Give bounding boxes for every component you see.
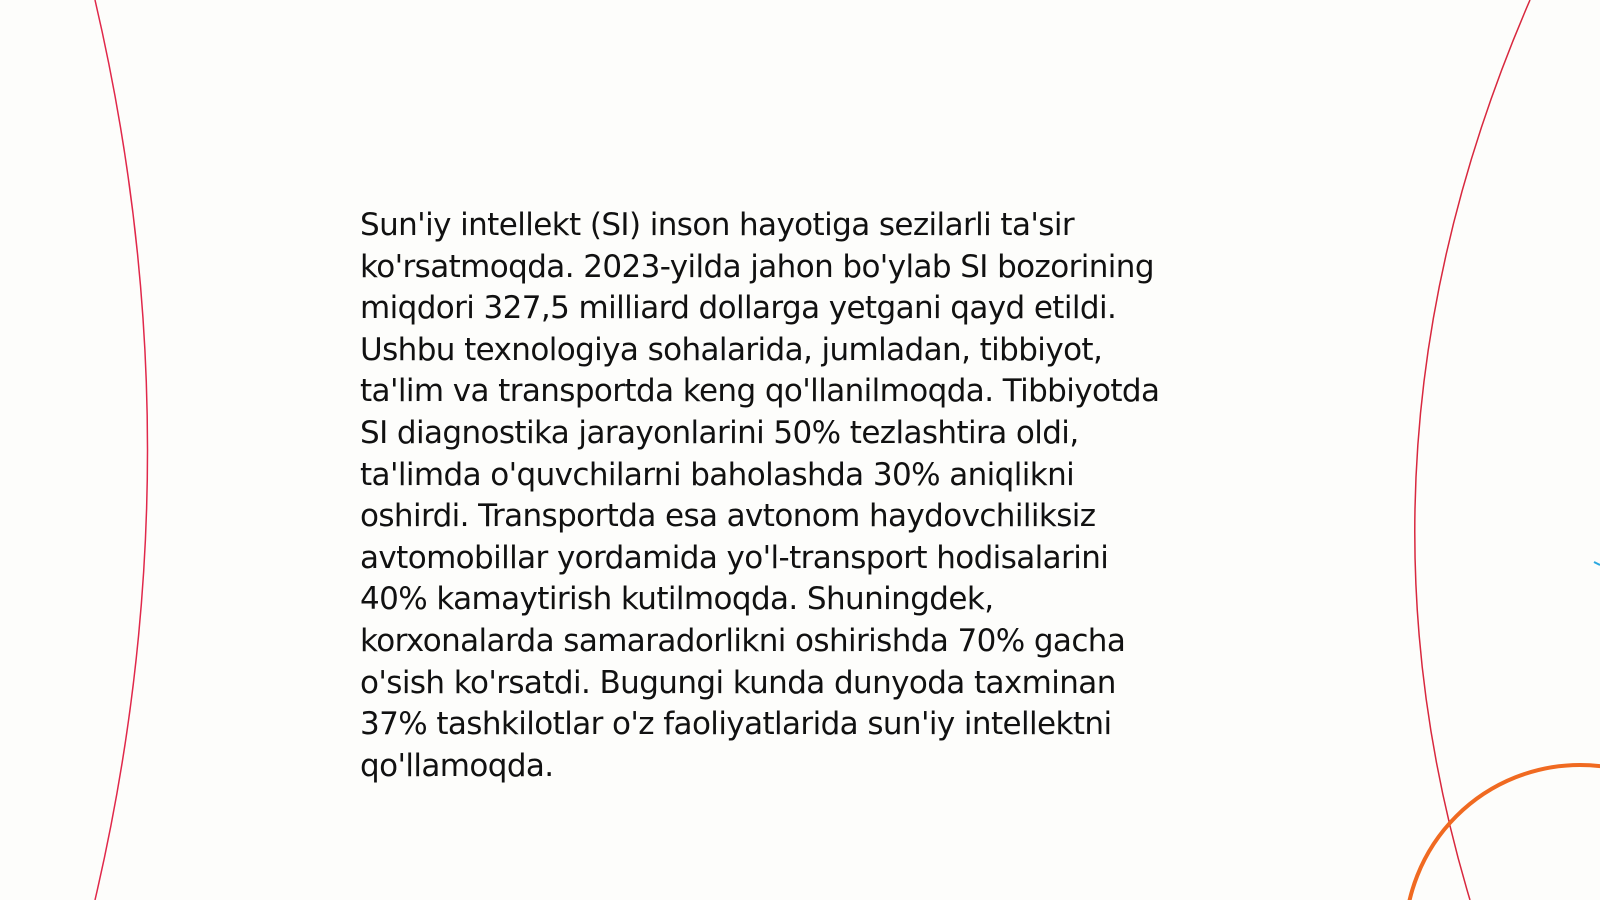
paragraph-line: Ushbu texnologiya sohalarida, jumladan, tibbiyot, xyxy=(360,331,1103,368)
paragraph-line: oshirdi. Transportda esa avtonom haydovchiliksiz xyxy=(360,498,1096,535)
paragraph-line: ta'limda o'quvchilarni baholashda 30% aniqlikni xyxy=(360,456,1075,493)
paragraph-line: Sun'iy intellekt (SI) inson hayotiga sezilarli ta'sir xyxy=(360,207,1074,243)
paragraph-line: korxonalarda samaradorlikni oshirishda 70% gacha xyxy=(360,622,1126,659)
paragraph-line: ta'lim va transportda keng qo'llanilmoqda. Tibbiyotda xyxy=(360,373,1160,410)
left-curve xyxy=(95,0,148,900)
body-paragraph xyxy=(360,205,1240,787)
paragraph-line: SI diagnostika jarayonlarini 50% tezlashtira oldi, xyxy=(360,414,1079,451)
right-curve xyxy=(1415,0,1530,900)
orange-circle-arc xyxy=(1405,765,1600,900)
paragraph-line: 40% kamaytirish kutilmoqda. Shuningdek, xyxy=(360,581,994,618)
paragraph-line: ko'rsatmoqda. 2023-yilda jahon bo'ylab SI bozorining xyxy=(360,248,1154,285)
paragraph-line: miqdori 327,5 milliard dollarga yetgani qayd etildi. xyxy=(360,290,1117,327)
paragraph-line: avtomobillar yordamida yo'l-transport hodisalarini xyxy=(360,539,1109,576)
blue-accent-mark xyxy=(1594,562,1600,565)
paragraph-line: o'sish ko'rsatdi. Bugungi kunda dunyoda taxminan xyxy=(360,664,1116,701)
paragraph-line: 37% tashkilotlar o'z faoliyatlarida sun'iy intellektni xyxy=(360,706,1112,743)
paragraph-line: qo'llamoqda. xyxy=(360,747,554,784)
